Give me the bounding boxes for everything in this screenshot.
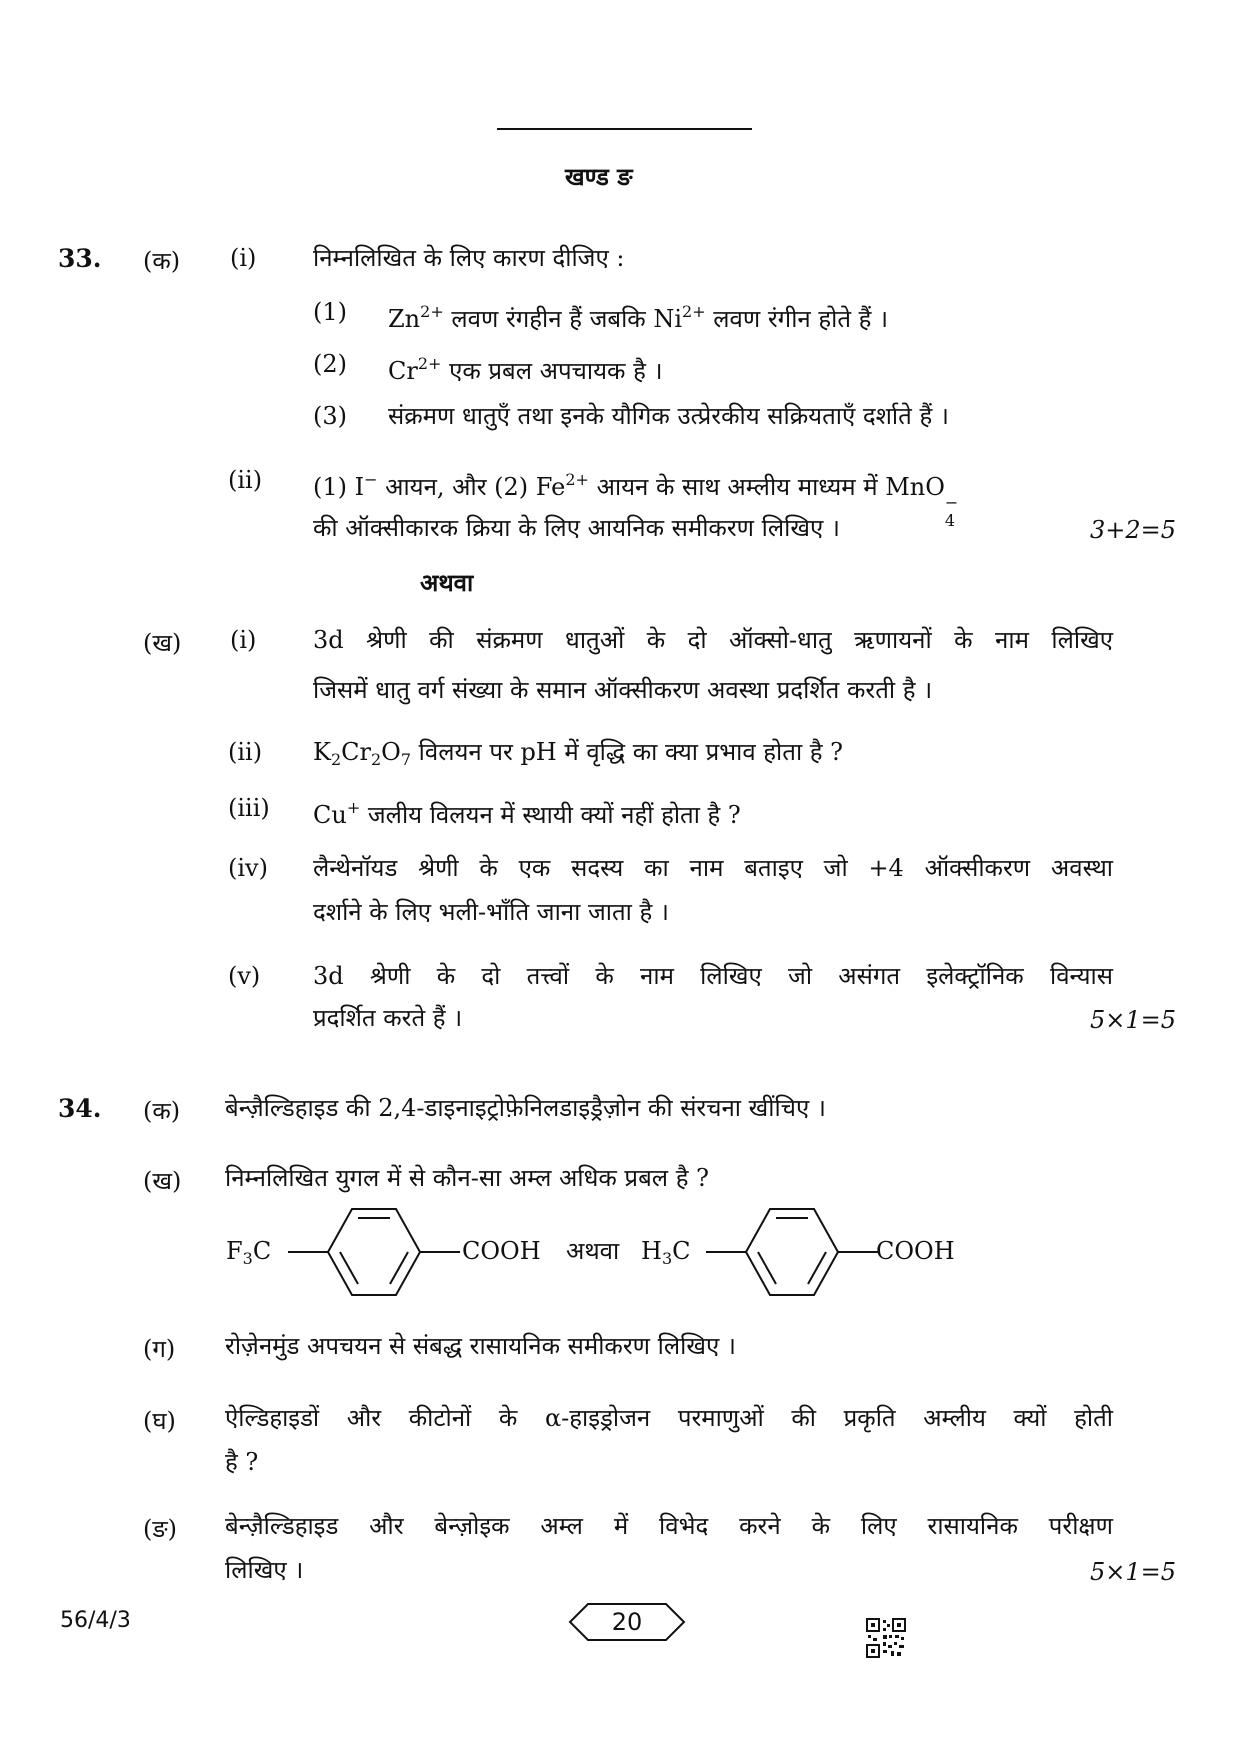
top-rule (497, 128, 752, 130)
q33-b-iii-label: (iii) (228, 794, 270, 822)
left-substituent: $F_3C$ (226, 1237, 272, 1268)
q33-a-ii-line1: (1) I− आयन, और (2) $Fe^{2+}$ आयन के साथ अम्लीय माध्यम में MnO − 4 (313, 470, 959, 530)
q33-a-i-3-label: (3) (313, 402, 347, 430)
q33-b-i-line1: 3d श्रेणी की संक्रमण धातुओं के दो ऑक्सो-धातु ऋणायनों के नाम लिखिए (313, 626, 1113, 654)
q33-b-iv-line1: लैन्थेनॉयड श्रेणी के एक सदस्य का नाम बताइए जो +4 ऑक्सीकरण अवस्था (313, 854, 1113, 882)
q33-a-i-2-text: $Cr^{2+}$ एक प्रबल अपचायक है । (388, 354, 663, 385)
q33-a-i-3-text: संक्रमण धातुएँ तथा इनके यौगिक उत्प्रेरकीय सक्रियताएँ दर्शाते हैं । (388, 402, 949, 430)
q34-e-line2: लिखिए । (225, 1556, 304, 1584)
q34-e-line1: बेन्ज़ैल्डिहाइड और बेन्ज़ोइक अम्ल में विभेद करने के लिए रासायनिक परीक्षण (225, 1512, 1113, 1540)
q33-b-iv-line2: दर्शाने के लिए भली-भाँति जाना जाता है । (313, 898, 669, 926)
right-acid-group: COOH (876, 1237, 955, 1265)
q33-b-v-line1: 3d श्रेणी के दो तत्त्वों के नाम लिखिए जो असंगत इलेक्ट्रॉनिक विन्यास (313, 962, 1113, 990)
q33-part-b-label: (ख) (143, 629, 182, 657)
q33-b-ii-text: $K_2Cr_2O_7$ विलयन पर pH में वृद्धि का क्या प्रभाव होता है ? (313, 738, 844, 769)
q33-b-i-label: (i) (230, 626, 257, 654)
q33-b-v-label: (v) (228, 962, 261, 990)
q34-b-text: निम्नलिखित युगल में से कौन-सा अम्ल अधिक प्रबल है ? (225, 1164, 709, 1192)
paper-code: 56/4/3 (60, 1608, 131, 1633)
q33-a-ii-line2: की ऑक्सीकारक क्रिया के लिए आयनिक समीकरण लिखिए । (313, 514, 840, 542)
q33-a-i-1-label: (1) (313, 298, 347, 326)
q34-d-line1: ऐल्डिहाइडों और कीटोनों के α-हाइड्रोजन परमाणुओं की प्रकृति अम्लीय क्यों होती (225, 1404, 1113, 1432)
q33-a-ii-label: (ii) (228, 466, 263, 494)
q33-or-label: अथवा (420, 568, 474, 597)
q34-a-text: बेन्ज़ैल्डिहाइड की 2,4-डाइनाइट्रोफ़ेनिलडाइड्रैज़ोन की संरचना खींचिए । (225, 1094, 826, 1122)
q34-c-text: रोज़ेनमुंड अपचयन से संबद्ध रासायनिक समीकरण लिखिए । (225, 1332, 736, 1360)
q34-b-label: (ख) (143, 1167, 182, 1195)
q34-d-label: (घ) (143, 1407, 176, 1435)
question-34-number: 34. (58, 1094, 102, 1123)
q33-b-ii-label: (ii) (228, 738, 263, 766)
q34-d-line2: है ? (225, 1448, 259, 1476)
page-number-box (568, 1602, 686, 1642)
q33-a-i-label: (i) (230, 244, 257, 272)
structures-or: अथवा (566, 1237, 620, 1265)
q33-b-iv-label: (iv) (228, 854, 268, 882)
qr-code-icon (866, 1618, 906, 1658)
right-benzene-ring (706, 1204, 878, 1300)
q33-a-i-text: निम्नलिखित के लिए कारण दीजिए : (313, 244, 625, 272)
q33-part-a-label: (क) (143, 247, 181, 275)
q33-b-i-line2: जिसमें धातु वर्ग संख्या के समान ऑक्सीकरण अवस्था प्रदर्शित करती है । (313, 676, 933, 704)
q34-e-label: (ङ) (143, 1515, 178, 1543)
left-benzene-ring (288, 1204, 460, 1300)
q33-part-b-marks: 5×1=5 (1090, 1006, 1177, 1034)
q33-a-i-1-text: $Zn^{2+}$ लवण रंगहीन हैं जबकि $Ni^{2+}$ लवण रंगीन होते हैं । (388, 302, 889, 333)
left-acid-group: COOH (462, 1237, 541, 1265)
page-number: 20 (611, 1608, 643, 1636)
q34-a-label: (क) (143, 1097, 181, 1125)
right-substituent: $H_3C$ (641, 1237, 691, 1268)
q33-a-i-2-label: (2) (313, 350, 347, 378)
question-33-number: 33. (58, 244, 102, 273)
q33-b-v-line2: प्रदर्शित करते हैं । (313, 1004, 463, 1032)
q34-c-label: (ग) (143, 1335, 176, 1363)
section-title: खण्ड ङ (565, 162, 633, 191)
q33-part-a-marks: 3+2=5 (1090, 516, 1177, 544)
q34-marks: 5×1=5 (1090, 1558, 1177, 1586)
q33-b-iii-text: Cu+ जलीय विलयन में स्थायी क्यों नहीं होता है ? (313, 798, 741, 829)
